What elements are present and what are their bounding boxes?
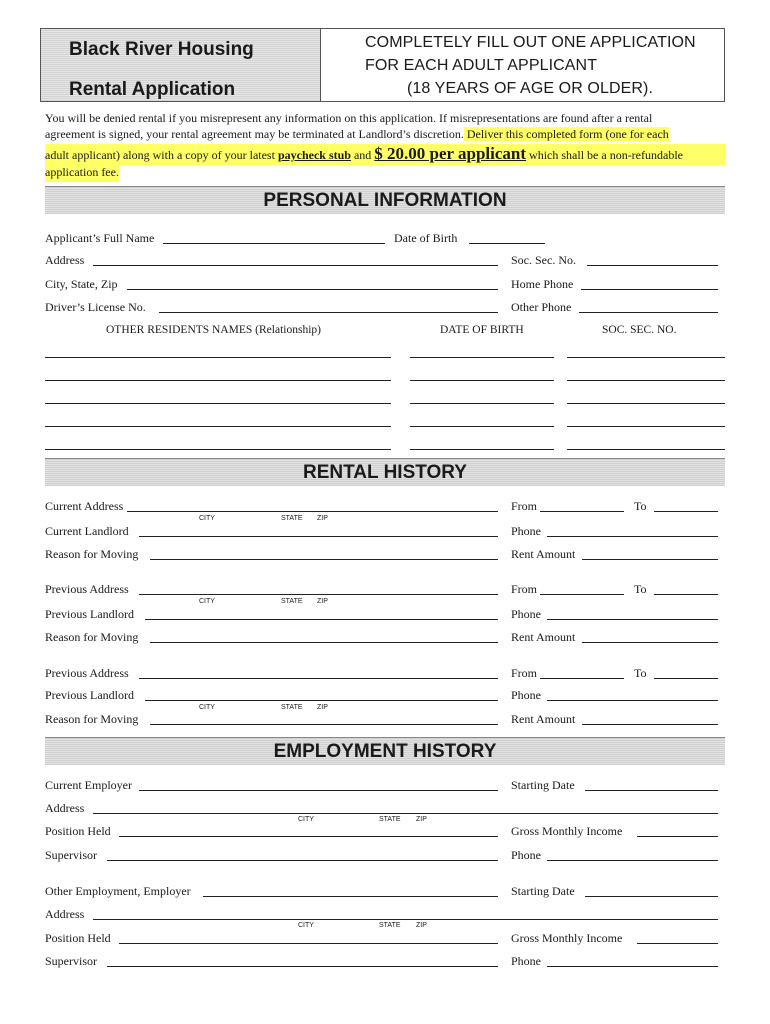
gross-income-label: Gross Monthly Income <box>511 931 623 945</box>
notice-line1: COMPLETELY FILL OUT ONE APPLICATION <box>365 34 696 51</box>
landlord-phone-field[interactable] <box>547 619 718 620</box>
landlord-phone-field[interactable] <box>547 700 718 701</box>
state-sublabel: STATE <box>379 922 401 929</box>
reason-moving-field[interactable] <box>150 642 498 643</box>
city-sublabel: CITY <box>199 598 215 605</box>
to-label: To <box>634 666 647 680</box>
reason-moving-field[interactable] <box>150 724 498 725</box>
full-name-field[interactable] <box>163 243 385 244</box>
other-phone-label: Other Phone <box>511 300 572 314</box>
rent-amount-field[interactable] <box>582 724 718 725</box>
position-held-label: Position Held <box>45 824 111 838</box>
intro-line2-plain: agreement is signed, your rental agreement may be terminated at Landlord’s discretion. <box>45 127 464 141</box>
ssn-field[interactable] <box>587 265 718 266</box>
notice-line3: (18 YEARS OF AGE OR OLDER). <box>407 80 654 97</box>
starting-date-label: Starting Date <box>511 884 575 898</box>
starting-date-label: Starting Date <box>511 778 575 792</box>
supervisor-label: Supervisor <box>45 848 97 862</box>
reason-moving-field[interactable] <box>150 559 498 560</box>
position-held-field[interactable] <box>119 836 498 837</box>
rental-history-header <box>45 458 725 486</box>
address-field[interactable] <box>93 265 498 266</box>
from-field[interactable] <box>540 511 624 512</box>
intro-line4: application fee. <box>45 163 119 182</box>
zip-sublabel: ZIP <box>317 515 328 522</box>
to-field[interactable] <box>654 678 718 679</box>
supervisor-field[interactable] <box>107 860 498 861</box>
to-label: To <box>634 499 647 513</box>
employer-address-field[interactable] <box>93 813 718 814</box>
state-sublabel: STATE <box>281 704 303 711</box>
resident-ssn-field[interactable] <box>567 426 725 427</box>
previous-landlord-label: Previous Landlord <box>45 607 134 621</box>
header-title-line2: Rental Application <box>69 79 236 100</box>
previous-landlord-field[interactable] <box>145 700 498 701</box>
city-state-zip-label: City, State, Zip <box>45 277 118 291</box>
license-field[interactable] <box>159 312 498 313</box>
city-sublabel: CITY <box>199 515 215 522</box>
header-box <box>40 28 725 102</box>
to-field[interactable] <box>654 594 718 595</box>
resident-ssn-field[interactable] <box>567 380 725 381</box>
gross-income-field[interactable] <box>637 943 718 944</box>
rent-amount-label: Rent Amount <box>511 712 576 726</box>
other-employer-label: Other Employment, Employer <box>45 884 191 898</box>
gross-income-field[interactable] <box>637 836 718 837</box>
header-title-panel <box>41 29 321 101</box>
zip-sublabel: ZIP <box>416 922 427 929</box>
residents-dob-col-header: DATE OF BIRTH <box>440 324 524 336</box>
from-label: From <box>511 582 538 596</box>
city-sublabel: CITY <box>298 922 314 929</box>
current-landlord-label: Current Landlord <box>45 524 129 538</box>
resident-name-field[interactable] <box>45 426 391 427</box>
previous-address-label: Previous Address <box>45 582 129 596</box>
resident-ssn-field[interactable] <box>567 357 725 358</box>
intro-line3-and: and <box>350 148 375 162</box>
landlord-phone-label: Phone <box>511 607 541 621</box>
resident-dob-field[interactable] <box>410 403 554 404</box>
state-sublabel: STATE <box>281 515 303 522</box>
employer-address-field[interactable] <box>93 919 718 920</box>
resident-ssn-field[interactable] <box>567 403 725 404</box>
city-sublabel: CITY <box>298 816 314 823</box>
employer-address-label: Address <box>45 801 85 815</box>
intro-line3 <box>45 144 725 165</box>
previous-address-label: Previous Address <box>45 666 129 680</box>
reason-moving-label: Reason for Moving <box>45 630 139 644</box>
home-phone-label: Home Phone <box>511 277 574 291</box>
previous-landlord-field[interactable] <box>145 619 498 620</box>
dob-label: Date of Birth <box>394 231 458 245</box>
current-employer-label: Current Employer <box>45 778 132 792</box>
current-address-field[interactable] <box>127 511 498 512</box>
employer-phone-label: Phone <box>511 848 541 862</box>
employer-address-label: Address <box>45 907 85 921</box>
reason-moving-label: Reason for Moving <box>45 547 139 561</box>
landlord-phone-label: Phone <box>511 524 541 538</box>
resident-ssn-field[interactable] <box>567 449 725 450</box>
to-field[interactable] <box>654 511 718 512</box>
rent-amount-field[interactable] <box>582 642 718 643</box>
employment-history-header <box>45 737 725 765</box>
rental-history-heading: RENTAL HISTORY <box>303 462 467 483</box>
paycheck-stub-text: paycheck stub <box>277 148 351 162</box>
zip-sublabel: ZIP <box>317 704 328 711</box>
position-held-label: Position Held <box>45 931 111 945</box>
resident-name-field[interactable] <box>45 449 391 450</box>
personal-info-heading: PERSONAL INFORMATION <box>263 190 507 211</box>
resident-name-field[interactable] <box>45 403 391 404</box>
other-phone-field[interactable] <box>579 312 718 313</box>
state-sublabel: STATE <box>281 598 303 605</box>
fee-amount: $ 20.00 per applicant <box>374 144 527 163</box>
intro-line1: You will be denied rental if you misrepresent any information on this application. If misrepresentations are found after a rental <box>45 111 653 125</box>
rent-amount-label: Rent Amount <box>511 630 576 644</box>
home-phone-field[interactable] <box>581 289 718 290</box>
residents-ssn-col-header: SOC. SEC. NO. <box>602 324 677 336</box>
intro-line3-a: adult applicant) along with a copy of your latest <box>45 148 278 162</box>
landlord-phone-field[interactable] <box>547 536 718 537</box>
city-sublabel: CITY <box>199 704 215 711</box>
starting-date-field[interactable] <box>585 790 718 791</box>
resident-name-field[interactable] <box>45 380 391 381</box>
resident-dob-field[interactable] <box>410 357 554 358</box>
resident-dob-field[interactable] <box>410 449 554 450</box>
full-name-label: Applicant’s Full Name <box>45 231 155 245</box>
supervisor-label: Supervisor <box>45 954 97 968</box>
personal-info-header <box>45 186 725 214</box>
intro-line3-rest: which shall be a non-refundable <box>526 148 683 162</box>
dob-field[interactable] <box>469 243 545 244</box>
license-label: Driver’s License No. <box>45 300 146 314</box>
from-field[interactable] <box>540 594 624 595</box>
from-label: From <box>511 666 538 680</box>
gross-income-label: Gross Monthly Income <box>511 824 623 838</box>
ssn-label: Soc. Sec. No. <box>511 253 576 267</box>
employment-history-heading: EMPLOYMENT HISTORY <box>273 741 497 762</box>
starting-date-field[interactable] <box>585 896 718 897</box>
rent-amount-field[interactable] <box>582 559 718 560</box>
to-label: To <box>634 582 647 596</box>
previous-landlord-label: Previous Landlord <box>45 688 134 702</box>
employer-phone-field[interactable] <box>547 860 718 861</box>
position-held-field[interactable] <box>119 943 498 944</box>
current-landlord-field[interactable] <box>139 536 498 537</box>
intro-line2-highlight: Deliver this completed form (one for each <box>463 127 669 141</box>
rent-amount-label: Rent Amount <box>511 547 576 561</box>
landlord-phone-label: Phone <box>511 688 541 702</box>
state-sublabel: STATE <box>379 816 401 823</box>
reason-moving-label: Reason for Moving <box>45 712 139 726</box>
intro-line2 <box>45 125 669 144</box>
resident-dob-field[interactable] <box>410 380 554 381</box>
previous-address-field[interactable] <box>139 678 498 679</box>
from-field[interactable] <box>540 678 624 679</box>
employer-phone-field[interactable] <box>547 966 718 967</box>
zip-sublabel: ZIP <box>317 598 328 605</box>
other-employer-field[interactable] <box>203 896 498 897</box>
notice-line2: FOR EACH ADULT APPLICANT <box>365 57 598 74</box>
supervisor-field[interactable] <box>107 966 498 967</box>
resident-name-field[interactable] <box>45 357 391 358</box>
address-label: Address <box>45 253 85 267</box>
residents-col-header: OTHER RESIDENTS NAMES (Relationship) <box>106 324 321 336</box>
city-state-zip-field[interactable] <box>127 289 498 290</box>
resident-dob-field[interactable] <box>410 426 554 427</box>
employer-phone-label: Phone <box>511 954 541 968</box>
header-title-line1: Black River Housing <box>69 39 254 60</box>
current-employer-field[interactable] <box>139 790 498 791</box>
current-address-label: Current Address <box>45 499 124 513</box>
zip-sublabel: ZIP <box>416 816 427 823</box>
previous-address-field[interactable] <box>139 594 498 595</box>
from-label: From <box>511 499 538 513</box>
header-notice <box>321 29 724 101</box>
